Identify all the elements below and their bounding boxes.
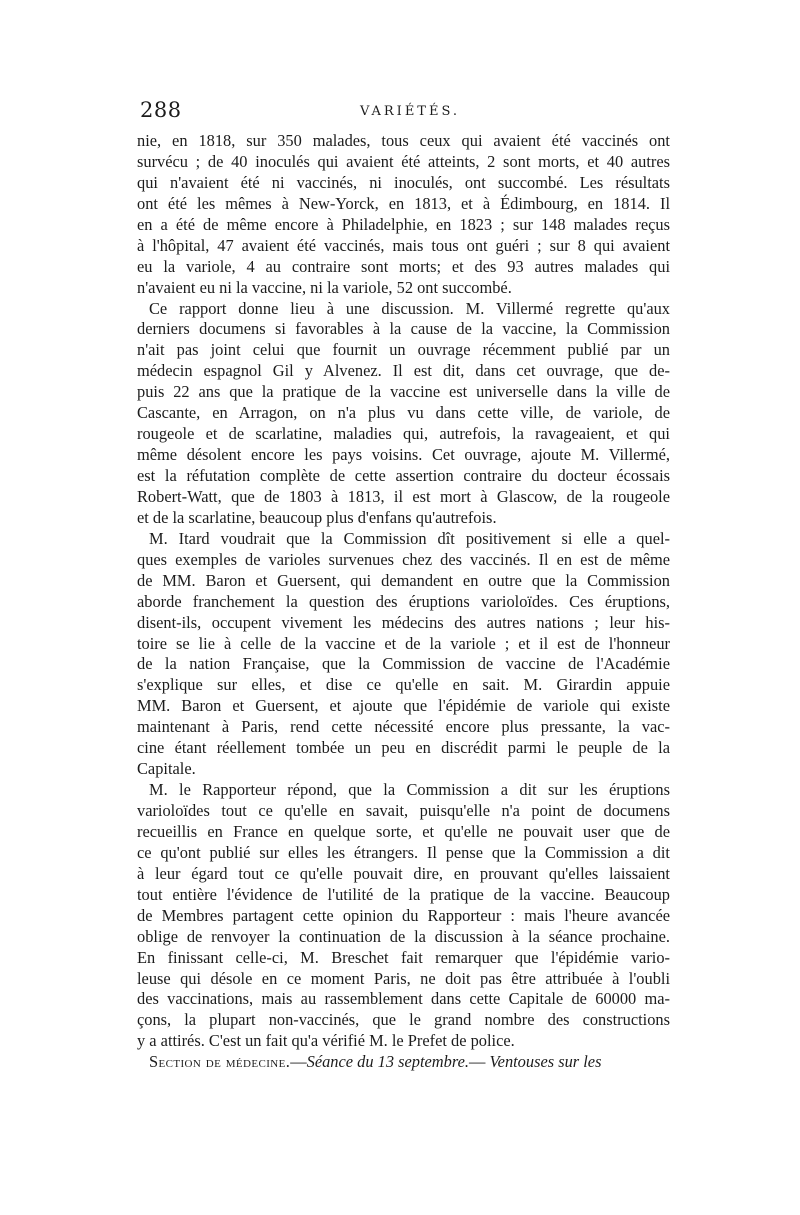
text-line: s'explique sur elles, et dise ce qu'elle en sait. M. Girardin appuie xyxy=(137,675,670,695)
text-line: M. Itard voudrait que la Commission dît positivement si elle a quel- xyxy=(149,528,670,548)
text-line: rougeole et de scarlatine, maladies qui, autrefois, la ravageaient, et qui xyxy=(137,424,670,444)
text-line: tout entière l'évidence de l'utilité de la pratique de la vaccine. Beaucoup xyxy=(137,884,670,904)
text-line: varioloïdes tout ce qu'elle en savait, puisqu'elle n'a point de documens xyxy=(137,801,670,820)
text-line: toire se lie à celle de la vaccine et de la variole ; et il est de l'honneur xyxy=(137,633,670,653)
text-line: des vaccinations, mais au rassemblement dans cette Capitale de 60000 ma- xyxy=(137,989,670,1009)
text-line: oblige de renvoyer la continuation de la discussion à la séance prochaine. xyxy=(137,926,670,946)
text-line: leuse qui désole en ce moment Paris, ne doit pas être attribuée à l'oubli xyxy=(137,968,670,988)
text-line: qui n'avaient été ni vaccinés, ni inoculés, ont succombé. Les résultats xyxy=(137,172,670,192)
text-line: en a été de même encore à Philadelphie, en 1823 ; sur 148 malades reçus xyxy=(137,214,670,234)
text-line: recueillis en France en quelque sorte, et qu'elle ne pouvait user que de xyxy=(137,821,670,841)
text-line: à l'hôpital, 47 avaient été vaccinés, mais tous ont guéri ; sur 8 qui avaient xyxy=(137,235,670,255)
text-line: de Membres partagent cette opinion du Rapporteur : mais l'heure avancée xyxy=(137,905,670,925)
text-line: de la nation Française, que la Commission de vaccine de l'Académie xyxy=(137,654,670,674)
text-line: ce qu'ont publié sur elles les étrangers. Il pense que la Commission a dit xyxy=(137,842,670,862)
text-line: est la réfutation complète de cette assertion contraire du docteur écossais xyxy=(137,466,670,485)
running-head xyxy=(140,98,675,126)
text-line: Capitale. xyxy=(137,759,196,779)
text-line: disent-ils, occupent vivement les médecins des autres nations ; leur his- xyxy=(137,612,670,632)
page-number: 288 xyxy=(140,98,182,122)
text-line: y a attirés. C'est un fait qu'a vérifié M. le Prefet de police. xyxy=(137,1031,515,1051)
body-text xyxy=(137,131,670,1073)
section-heading-line xyxy=(137,1052,670,1073)
text-line: M. le Rapporteur répond, que la Commission a dit sur les éruptions xyxy=(149,780,670,800)
text-line: MM. Baron et Guersent, et ajoute que l'épidémie de variole qui existe xyxy=(137,696,670,716)
text-line: ont été les mêmes à New-Yorck, en 1813, et à Édimbourg, en 1814. Il xyxy=(137,193,670,213)
section-dash: — xyxy=(468,1052,486,1072)
section-date: Séance du 13 septembre. xyxy=(306,1052,469,1072)
running-title: VARIÉTÉS. xyxy=(360,104,461,119)
text-line: Ce rapport donne lieu à une discussion. M. Villermé regrette qu'aux xyxy=(149,298,670,318)
text-line: çons, la plupart non-vaccinés, que le grand nombre des constructions xyxy=(137,1010,670,1030)
text-line: En finissant celle-ci, M. Breschet fait remarquer que l'épidémie vario- xyxy=(137,947,670,967)
text-line: survécu ; de 40 inoculés qui avaient été atteints, 2 sont morts, et 40 autres xyxy=(137,151,670,171)
text-line: eu la variole, 4 au contraire sont morts; et des 93 autres malades qui xyxy=(137,256,670,276)
section-label: Section de médecine. xyxy=(149,1052,291,1072)
text-line: puis 22 ans que la pratique de la vaccine est universelle dans la ville de xyxy=(137,382,670,402)
text-line: cine étant réellement tombée un peu en discrédit parmi le peuple de la xyxy=(137,738,670,758)
text-line: aborde franchement la question des éruptions varioloïdes. Ces éruptions, xyxy=(137,591,670,611)
text-line: Cascante, en Arragon, on n'a plus vu dans cette ville, de variole, de xyxy=(137,403,670,423)
text-line: maintenant à Paris, rend cette nécessité encore plus pressante, la vac- xyxy=(137,717,670,737)
text-line: n'ait pas joint celui que fournit un ouvrage récemment publié par un xyxy=(137,340,670,360)
text-line: ques exemples de varioles survenues chez des vaccinés. Il en est de même xyxy=(137,549,670,569)
section-topic: Ventouses sur les xyxy=(489,1052,602,1072)
section-dash: — xyxy=(290,1052,307,1072)
text-line: nie, en 1818, sur 350 malades, tous ceux qui avaient été vaccinés ont xyxy=(137,131,670,150)
text-line: n'avaient eu ni la vaccine, ni la variole, 52 ont succombé. xyxy=(137,277,512,297)
text-line: Robert-Watt, que de 1803 à 1813, il est mort à Glascow, de la rougeole xyxy=(137,486,670,506)
text-line: de MM. Baron et Guersent, qui demandent en outre que la Commission xyxy=(137,570,670,590)
text-line: même désolent encore les pays voisins. Cet ouvrage, ajoute M. Villermé, xyxy=(137,445,670,465)
text-line: derniers documens si favorables à la cause de la vaccine, la Commission xyxy=(137,319,670,339)
text-line: à leur égard tout ce qu'elle pouvait dire, en prouvant qu'elles laissaient xyxy=(137,863,670,883)
text-line: médecin espagnol Gil y Alvenez. Il est dit, dans cet ouvrage, que de- xyxy=(137,361,670,381)
text-line: et de la scarlatine, beaucoup plus d'enfans qu'autrefois. xyxy=(137,507,497,527)
